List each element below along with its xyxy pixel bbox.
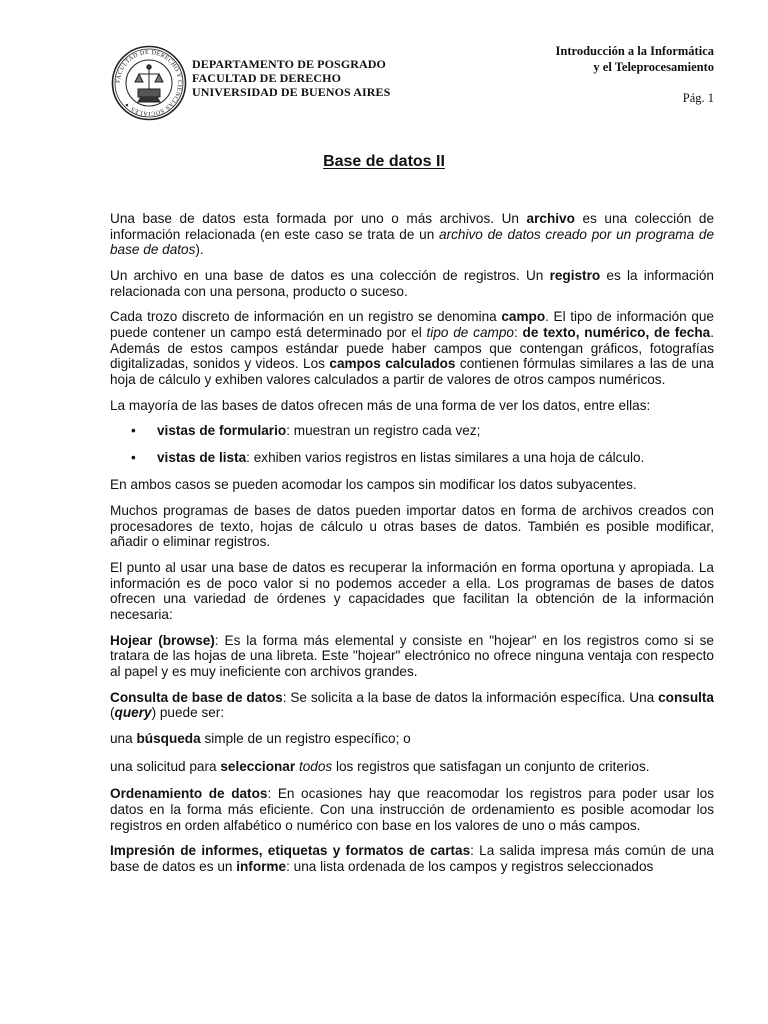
term-campo: campo	[501, 309, 546, 325]
page-number: Pág. 1	[682, 91, 714, 105]
paragraph-campos	[110, 309, 714, 387]
text-run: : La salida impresa más común de una base de datos es un	[110, 843, 714, 874]
text-run: una solicitud para	[110, 758, 221, 774]
term-busqueda: búsqueda	[136, 731, 201, 747]
term-consulta-base: Consulta de base de datos	[110, 689, 283, 705]
text-run: Muchos programas de bases de datos pueden importar datos en forma de archivos creados con procesadores de texto, hojas de cálculo u otras bases de datos. También es posible modificar, añadir o eliminar registros.	[110, 503, 714, 550]
course-title-line-2: y el Teleprocesamiento	[593, 60, 714, 74]
term-field-types: de texto, numérico, de fecha	[522, 324, 711, 340]
paragraph-hojear	[110, 633, 714, 680]
paragraph-importar	[110, 503, 714, 550]
university-line: UNIVERSIDAD DE BUENOS AIRES	[192, 85, 391, 99]
bullet-icon: •	[131, 450, 136, 466]
bullet-icon: •	[131, 423, 136, 439]
term-consulta: consulta	[658, 689, 714, 705]
text-run: (	[110, 705, 115, 721]
text-run: En ambos casos se pueden acomodar los campos sin modificar los datos subyacentes.	[110, 477, 637, 493]
text-run: : Se solicita a la base de datos la información específica. Una	[282, 689, 659, 705]
text-run: contienen fórmulas similares a las de una hoja de cálculo y exhiben valores calculados a partir de valores de otros campos numéricos.	[110, 356, 714, 387]
document-body	[110, 211, 714, 885]
views-list	[110, 423, 714, 466]
text-run: simple de un registro específico; o	[200, 731, 411, 747]
department-line: DEPARTAMENTO DE POSGRADO	[192, 57, 386, 71]
department-block	[192, 57, 390, 99]
text-run: : Es la forma más elemental y consiste en "hojear" en los registros como si se tratara de las hojas de una libreta. Este "hojear" electrónico no ofrece ninguna ventaja con respecto al papel y es muy ineficiente con archivos grandes.	[110, 632, 714, 679]
university-seal-logo	[111, 45, 187, 121]
text-run: es la información relacionada con una persona, producto o suceso.	[110, 267, 714, 299]
term-archivo: archivo	[526, 211, 575, 226]
text-run: : En ocasiones hay que reacomodar los registros para poder usar los datos en la forma más eficiente. Con una instrucción de ordenamiento es posible acomodar los registros en orden alfabético o numérico con base en los valores de uno o más campos.	[110, 786, 714, 833]
term-ordenamiento: Ordenamiento de datos	[110, 786, 268, 802]
paragraph-recuperar	[110, 560, 714, 622]
text-run: La mayoría de las bases de datos ofrecen más de una forma de ver los datos, entre ellas:	[110, 397, 651, 413]
paragraph-consulta	[110, 690, 714, 721]
text-run: . El tipo de información que puede contener un campo está determinado por el	[110, 309, 714, 340]
term-impresion: Impresión de informes, etiquetas y formatos de cartas	[110, 843, 471, 859]
italic-run: tipo de campo	[426, 324, 514, 340]
document-title-wrap	[0, 153, 768, 171]
paragraph-registros	[110, 268, 714, 299]
list-item	[110, 423, 714, 439]
svg-text:FACULTAD DE DERECHO Y CIENCIAS: FACULTAD DE DERECHO Y CIENCIAS SOCIALES ✦	[114, 48, 184, 118]
text-run: los registros que satisfagan un conjunto de criterios.	[332, 758, 650, 774]
paragraph-acomodar	[110, 477, 714, 493]
text-run: una	[110, 731, 137, 747]
paragraph-busqueda	[110, 731, 714, 747]
paragraph-impresion	[110, 843, 714, 874]
text-run: Cada trozo discreto de información en un registro se denomina	[110, 309, 502, 325]
text-run: Una base de datos esta formada por uno o más archivos. Un	[110, 211, 527, 226]
text-run: : muestran un registro cada vez;	[286, 423, 481, 439]
text-run: :	[513, 324, 523, 340]
paragraph-vistas-intro	[110, 398, 714, 414]
list-item	[110, 450, 714, 466]
term-vistas-formulario: vistas de formulario	[157, 423, 287, 439]
term-hojear: Hojear (browse)	[110, 632, 215, 648]
paragraph-archivos	[110, 211, 714, 258]
text-run: : exhiben varios registros en listas similares a una hoja de cálculo.	[246, 450, 645, 466]
paragraph-seleccionar	[110, 759, 714, 775]
faculty-line: FACULTAD DE DERECHO	[192, 71, 342, 85]
term-registro: registro	[549, 267, 601, 283]
term-vistas-lista: vistas de lista	[157, 450, 247, 466]
text-run: ) puede ser:	[151, 705, 225, 721]
text-run: . Además de estos campos estándar puede haber campos que contengan gráficos, fotografías digitalizadas, sonidos y videos. Los	[110, 324, 714, 372]
course-title-line-1: Introducción a la Informática	[555, 44, 714, 58]
text-run: Un archivo en una base de datos es una colección de registros. Un	[110, 267, 550, 283]
text-run: ).	[195, 242, 204, 258]
italic-run: todos	[298, 758, 333, 774]
paragraph-ordenamiento	[110, 786, 714, 833]
text-run: El punto al usar una base de datos es recuperar la información en forma oportuna y apropiada. La información es de poco valor si no podemos acceder a ella. Los programas de bases de datos ofrecen una variedad de órdenes y capacidades que facilitan la obtención de la información necesaria:	[110, 560, 714, 622]
text-run: : una lista ordenada de los campos y registros seleccionados	[286, 858, 654, 874]
course-title-block	[556, 43, 714, 75]
term-campos-calculados: campos calculados	[329, 356, 456, 372]
term-seleccionar: seleccionar	[220, 758, 296, 774]
italic-run: archivo de datos creado por un programa de base de datos	[110, 226, 715, 258]
document-title: Base de datos II	[323, 153, 445, 170]
term-informe: informe	[236, 858, 287, 874]
term-query: query	[114, 705, 152, 721]
text-run: es una colección de información relacionada (en este caso se trata de un	[110, 211, 714, 242]
